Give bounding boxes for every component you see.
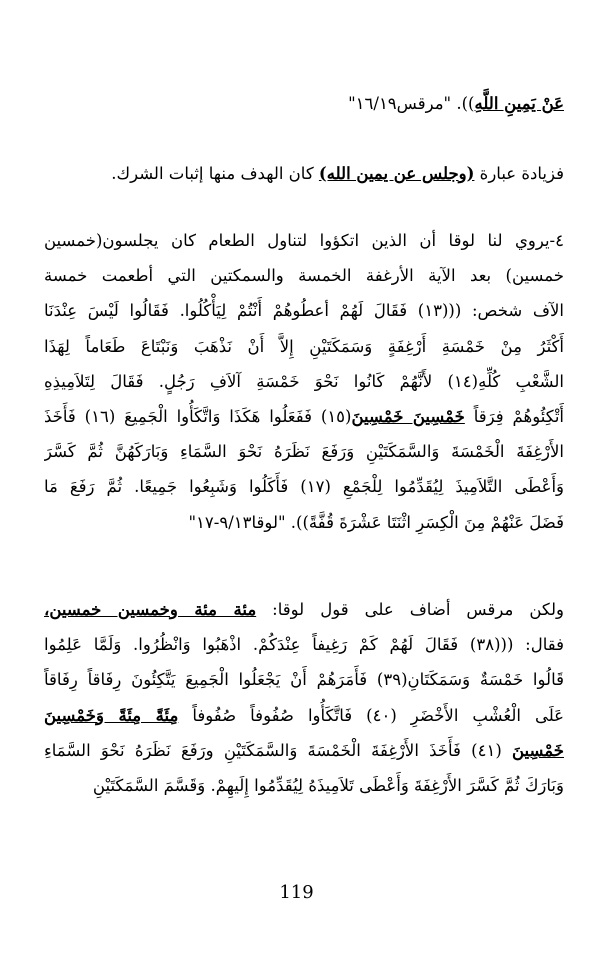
emphasized-text: مِئَةً مِئَةً وَخَمْسِينَ — [44, 705, 179, 725]
text-run: ولكن مرقس أضاف على قول لوقا: — [256, 600, 564, 619]
text-line — [44, 768, 564, 803]
text-run: وَبَارَكَ ثُمَّ كَسَّرَ الأَرْغِفَةَ وَأَعْطَى تَلاَمِيذَهُ لِيُقَدِّمُوا إِلَيهِمْ. وَقَسَّمَ السَّمَكَتَيْنِ — [92, 776, 564, 796]
text-line — [44, 364, 564, 399]
emphasized-text: خَمْسِينَ — [512, 740, 564, 760]
text-run: الشَّعْبِ كُلِّهِ(١٤) لأَنَّهُمْ كَانُوا نَحْوَ خَمْسَةِ آلاَفِ رَجُلٍ. فَقَالَ لِتَلاَمِيذِهِ — [44, 371, 564, 391]
text-run: (٤١) فَأَخَذَ الأَرْغِفَةَ الْخَمْسَةَ وَالسَّمَكَتَيْنِ ورَفَعَ نَظَرَهُ نَحْوَ السَّمَاءِ — [44, 740, 512, 760]
emphasized-text: (وجلس عن يمين الله) — [318, 164, 475, 183]
text-line — [44, 627, 564, 662]
page-number: 119 — [279, 882, 314, 903]
text-line — [44, 399, 564, 434]
emphasized-text: عَنْ يَمِينِ اللَّهِ — [474, 94, 564, 113]
text-line — [44, 469, 564, 504]
text-run: عَلَى الْعُشْبِ الأَخْضَرِ (٤٠) فَاتَّكَأُوا صُفُوفاً صُفُوفاً — [178, 705, 564, 725]
text-line — [44, 329, 564, 364]
text-line — [44, 733, 564, 768]
text-line — [44, 156, 564, 191]
text-run: الآف شخص: (((١٣) فَقَالَ لَهُمْ أعطُوهُمْ أَنْتُمْ لِيَأْكُلُوا. فَقَالُوا لَيْسَ عِنْدَنَا — [44, 301, 564, 321]
paragraph-luke-quote — [44, 223, 564, 540]
text-line — [44, 86, 564, 121]
text-line — [44, 698, 564, 733]
emphasized-text: خَمْسِينَ خَمْسِينَ — [351, 407, 465, 427]
text-line — [44, 662, 564, 697]
text-run: أَكْثَرُ مِنْ خَمْسَةِ أَرْغِفَةٍ وَسَمَكَتَيْنِ إِلاَّ أَنْ نَذْهَبَ وَنَبْتَاعَ طَعَاماً لِهَذَا — [44, 336, 564, 356]
paragraph-mark-quote — [44, 592, 564, 803]
text-line — [44, 258, 564, 293]
text-line — [44, 434, 564, 469]
text-run: فزيادة عبارة — [474, 164, 564, 183]
text-run: خمسين) بعد الآية الأرغفة الخمسة والسمكتين التي أطعمت خمسة — [44, 266, 564, 286]
text-run: كان الهدف منها إثبات الشرك. — [111, 164, 319, 183]
text-line — [44, 223, 564, 258]
text-run: (١٥) فَفَعَلُوا هَكَذَا وَاتَّكَأُوا الْجَمِيعَ (١٦) فَأَخَذَ — [44, 407, 352, 427]
emphasized-text: مئة مئة وخمسين خمسين، — [44, 600, 257, 619]
text-run: الأَرْغِفَةَ الْخَمْسَةَ وَالسَّمَكَتَيْنِ وَرَفَعَ نَظَرَهُ نَحْوَ السَّمَاءِ وَبَارَكَهُنَّ ثُمَّ كَسَّرَ — [44, 442, 564, 462]
paragraph-shirk-note — [44, 156, 564, 191]
text-run: فقال: (((٣٨) فَقَالَ لَهُمْ كَمْ رَغِيفاً عِنْدَكُمْ. اذْهَبُوا وَانْظُرُوا. وَلَمَّا عَلِمُوا — [44, 635, 564, 655]
text-line — [44, 505, 564, 540]
text-run: ٤-يروي لنا لوقا أن الذين اتكؤوا لتناول الطعام كان يجلسون(خمسين — [44, 231, 564, 250]
text-run: وَأَعْطَى التَّلاَمِيذَ لِيُقَدِّمُوا لِلْجَمْعِ (١٧) فَأَكَلُوا وَشَبِعُوا جَمِيعًا. ثُمَّ رَفَعَ مَا — [44, 477, 564, 497]
text-run: فَضَلَ عَنْهُمْ مِنَ الْكِسَرِ اثْنَتَا عَشْرَةَ قُفَّةً)). "لوقا٩/١٣-١٧" — [188, 512, 564, 532]
text-run: )). "مرقس١٦/١٩" — [348, 94, 475, 113]
text-line — [44, 592, 564, 627]
paragraph-verse-end — [44, 86, 564, 121]
text-run: قَالُوا خَمْسَةٌ وَسَمَكَتَانِ(٣٩) فَأَمَرَهُمْ أَنْ يَجْعَلُوا الْجَمِيعَ يَتَّكِئُونَ رِفَاقاً رِفَاقاً — [44, 670, 564, 690]
text-line — [44, 293, 564, 328]
text-run: أَتْكِئُوهُمْ فِرَقاً — [464, 407, 564, 427]
